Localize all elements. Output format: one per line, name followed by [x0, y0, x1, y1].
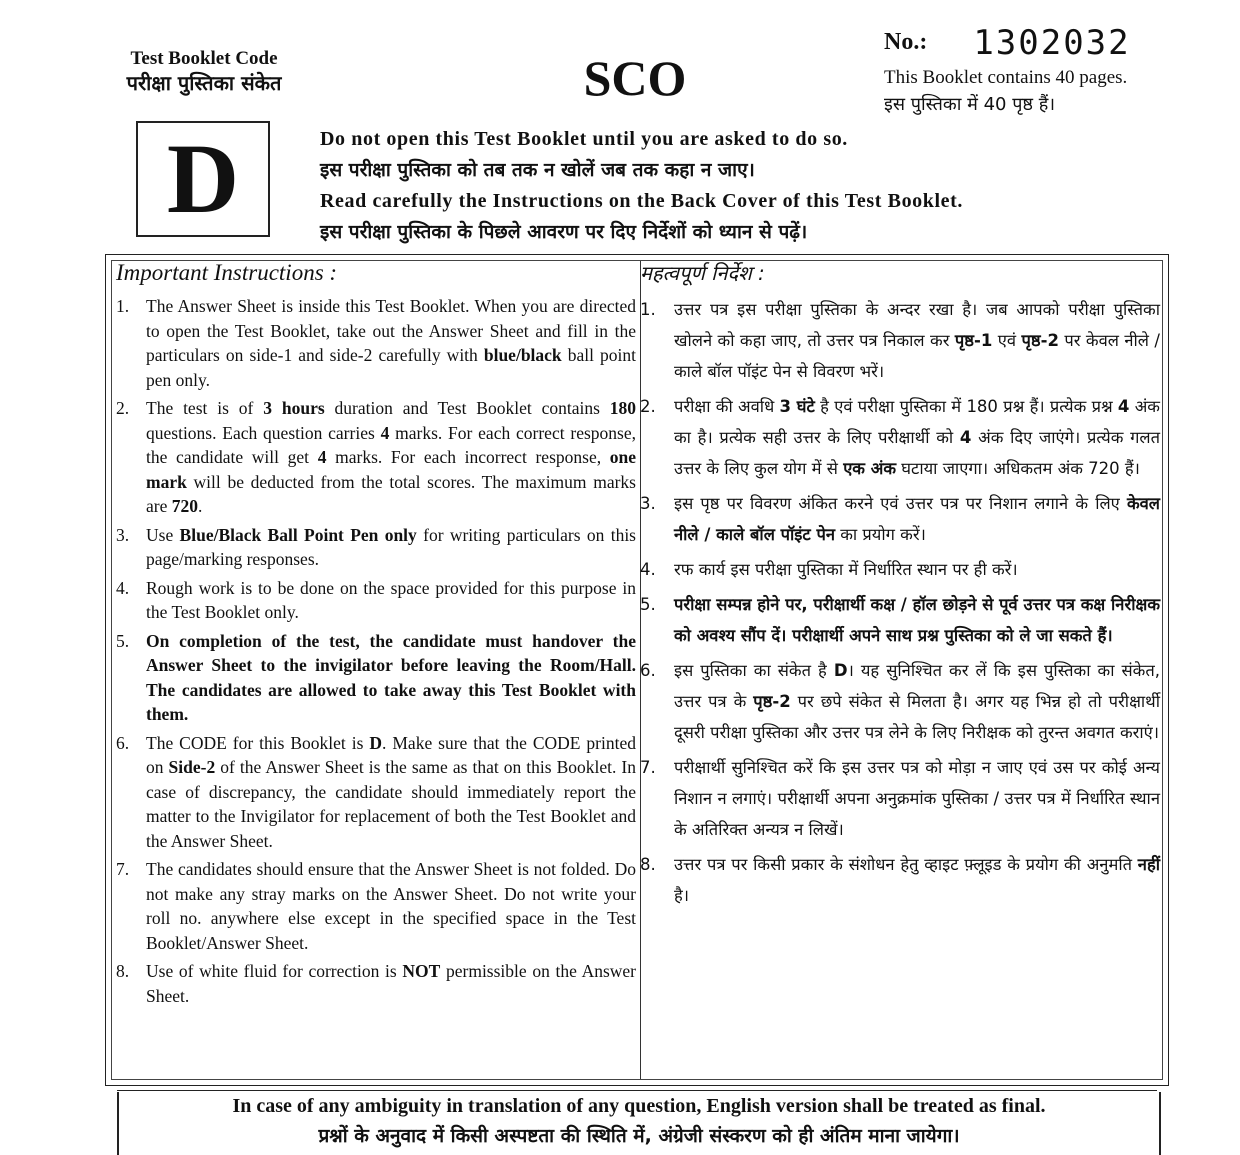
- instruction-number: 3.: [640, 494, 656, 513]
- instruction-text: The Answer Sheet is inside this Test Booklet. When you are directed to open the Test Booklet, take out the Answer Sheet and fill in the particulars on side-1 and side-2 carefully with blue/black ball point pen only.: [146, 296, 637, 390]
- top-notes: [320, 124, 1100, 248]
- instruction-number: 6.: [116, 732, 130, 753]
- instruction-item-hi-5: [640, 589, 1160, 651]
- instruction-number: 7.: [116, 859, 130, 879]
- instruction-number: 6.: [640, 661, 656, 680]
- instruction-number: 2.: [640, 397, 656, 416]
- instruction-text: उत्तर पत्र इस परीक्षा पुस्तिका के अन्दर रखा है। जब आपको परीक्षा पुस्तिका खोलने को कहा जाए, तो उत्तर पत्र निकाल कर पृष्ठ-1 एवं पृष्ठ-2 पर केवल नीले / काले बॉल पॉइंट पेन से विवरण भरें।: [674, 300, 1160, 381]
- exam-title: SCO: [583, 50, 687, 106]
- instruction-number: 1.: [116, 296, 130, 316]
- instruction-item-hi-6: [640, 655, 1160, 748]
- note-do-not-open-en: Do not open this Test Booklet until you are asked to do so.: [320, 128, 848, 150]
- booklet-code-letter: D: [166, 123, 240, 234]
- instruction-text: On completion of the test, the candidate must handover the Answer Sheet to the invigilator before leaving the Room/Hall. The candidates are allowed to take away this Test Booklet with them.: [146, 630, 636, 724]
- note-read-back-cover-hi: इस परीक्षा पुस्तिका के पिछले आवरण पर दिए निर्देशों को ध्यान से पढ़ें।: [320, 221, 808, 243]
- booklet-code-label: [104, 48, 304, 96]
- instructions-hindi: [640, 258, 1160, 915]
- instruction-item-hi-7: [640, 752, 1160, 845]
- instruction-number: 5.: [116, 630, 130, 651]
- page-count-en: This Booklet contains 40 pages.: [884, 67, 1128, 89]
- instruction-number: 2.: [116, 398, 130, 418]
- instruction-number: 8.: [640, 855, 656, 874]
- instruction-text: इस पुस्तिका का संकेत है D। यह सुनिश्चित कर लें कि इस पुस्तिका का संकेत, उत्तर पत्र के पृष्ठ-2 पर छपे संकेत से मिलता है। अगर यह भिन्न हो तो परीक्षार्थी दूसरी परीक्षा पुस्तिका और उत्तर पत्र लेने के लिए निरीक्षक को तुरन्त अवगत कराएं।: [674, 661, 1160, 742]
- serial-line: [884, 20, 1214, 65]
- instruction-item-hi-4: [640, 554, 1160, 585]
- instructions-heading-en: Important Instructions :: [116, 260, 338, 285]
- page-count-hi: इस पुस्तिका में 40 पृष्ठ हैं।: [884, 94, 1056, 116]
- instruction-number: 4.: [116, 577, 130, 598]
- instruction-item-en-4: [116, 576, 636, 625]
- translation-note-en: In case of any ambiguity in translation of any question, English version shall be treated as final.: [232, 1095, 1046, 1117]
- instruction-item-en-3: [116, 523, 636, 572]
- instruction-item-hi-3: [640, 488, 1160, 550]
- instruction-text: Use Blue/Black Ball Point Pen only for writing particulars on this page/marking responses.: [146, 524, 636, 569]
- instruction-text: The candidates should ensure that the Answer Sheet is not folded. Do not make any stray marks on the Answer Sheet. Do not write your roll no. anywhere else except in the specified space in the Test Booklet/Answer Sheet.: [146, 859, 636, 953]
- note-do-not-open-hi: इस परीक्षा पुस्तिका को तब तक न खोलें जब तक कहा न जाए।: [320, 159, 755, 181]
- instruction-item-en-8: [116, 959, 636, 1008]
- note-read-back-cover-en: Read carefully the Instructions on the Back Cover of this Test Booklet.: [320, 190, 963, 212]
- instruction-item-en-1: [116, 294, 636, 392]
- booklet-serial-block: [884, 20, 1214, 119]
- booklet-code-label-hi: परीक्षा पुस्तिका संकेत: [126, 71, 282, 95]
- instruction-number: 3.: [116, 524, 130, 545]
- instruction-text: The test is of 3 hours duration and Test Booklet contains 180 questions. Each question carries 4 marks. For each correct response, the candidate will get 4 marks. For each incorrect response, one mark will be deducted from the total scores. The maximum marks are 720.: [146, 398, 637, 516]
- instruction-item-en-7: [116, 857, 636, 955]
- instruction-text: परीक्षा सम्पन्न होने पर, परीक्षार्थी कक्ष / हॉल छोड़ने से पूर्व उत्तर पत्र कक्ष निरीक्षक को अवश्य सौंप दें। परीक्षार्थी अपने साथ प्रश्न पुस्तिका को ले जा सकते हैं।: [674, 595, 1160, 645]
- instruction-item-en-2: [116, 396, 636, 519]
- instruction-number: 7.: [640, 758, 656, 777]
- booklet-code-label-en: Test Booklet Code: [130, 48, 278, 69]
- booklet-code-box: [136, 121, 270, 237]
- translation-note: [117, 1092, 1161, 1155]
- instruction-item-hi-1: [640, 294, 1160, 387]
- instructions-list-hi: [640, 294, 1160, 911]
- instruction-text: उत्तर पत्र पर किसी प्रकार के संशोधन हेतु व्हाइट फ़्लूइड के प्रयोग की अनुमति नहीं है।: [674, 855, 1160, 905]
- instructions-english: [116, 258, 636, 1012]
- translation-note-hi: प्रश्नों के अनुवाद में किसी अस्पष्टता की स्थिति में, अंग्रेजी संस्करण को ही अंतिम माना जायेगा।: [318, 1125, 960, 1147]
- instruction-item-hi-2: [640, 391, 1160, 484]
- instruction-item-en-6: [116, 731, 636, 854]
- instruction-text: परीक्षार्थी सुनिश्चित करें कि इस उत्तर पत्र को मोड़ा न जाए एवं उस पर कोई अन्य निशान न लगाएं। परीक्षार्थी अपना अनुक्रमांक पुस्तिका / उत्तर पत्र में निर्धारित स्थान के अतिरिक्त अन्यत्र न लिखें।: [674, 758, 1160, 839]
- instruction-text: Use of white fluid for correction is NOT permissible on the Answer Sheet.: [146, 961, 637, 1006]
- instruction-number: 5.: [640, 595, 656, 614]
- instruction-item-hi-8: [640, 849, 1160, 911]
- instruction-number: 1.: [640, 300, 656, 319]
- serial-number: 1302032: [973, 23, 1131, 64]
- instructions-heading-hi: महत्वपूर्ण निर्देश :: [640, 261, 765, 285]
- instruction-number: 8.: [116, 961, 130, 981]
- instruction-text: इस पृष्ठ पर विवरण अंकित करने एवं उत्तर पत्र पर निशान लगाने के लिए केवल नीले / काले बॉल पॉइंट पेन का प्रयोग करें।: [674, 494, 1160, 544]
- instruction-number: 4.: [640, 560, 656, 579]
- instruction-text: परीक्षा की अवधि 3 घंटे है एवं परीक्षा पुस्तिका में 180 प्रश्न हैं। प्रत्येक प्रश्न 4 अंक का है। प्रत्येक सही उत्तर के लिए परीक्षार्थी को 4 अंक दिए जाएंगे। प्रत्येक गलत उत्तर के लिए कुल योग में से एक अंक घटाया जाएगा। अधिकतम अंक 720 हैं।: [674, 397, 1160, 478]
- instruction-item-en-5: [116, 629, 636, 727]
- footer-rule: [117, 1090, 1157, 1091]
- instruction-text: The CODE for this Booklet is D. Make sure that the CODE printed on Side-2 of the Answer Sheet is the same as that on this Booklet. In case of discrepancy, the candidate should immediately report the matter to the Invigilator for replacement of both the Test Booklet and the Answer Sheet.: [146, 732, 637, 851]
- instructions-list-en: [116, 294, 636, 1008]
- instruction-text: Rough work is to be done on the space provided for this purpose in the Test Booklet only.: [146, 577, 636, 622]
- instruction-text: रफ कार्य इस परीक्षा पुस्तिका में निर्धारित स्थान पर ही करें।: [674, 560, 1018, 579]
- serial-label: No.:: [884, 29, 928, 55]
